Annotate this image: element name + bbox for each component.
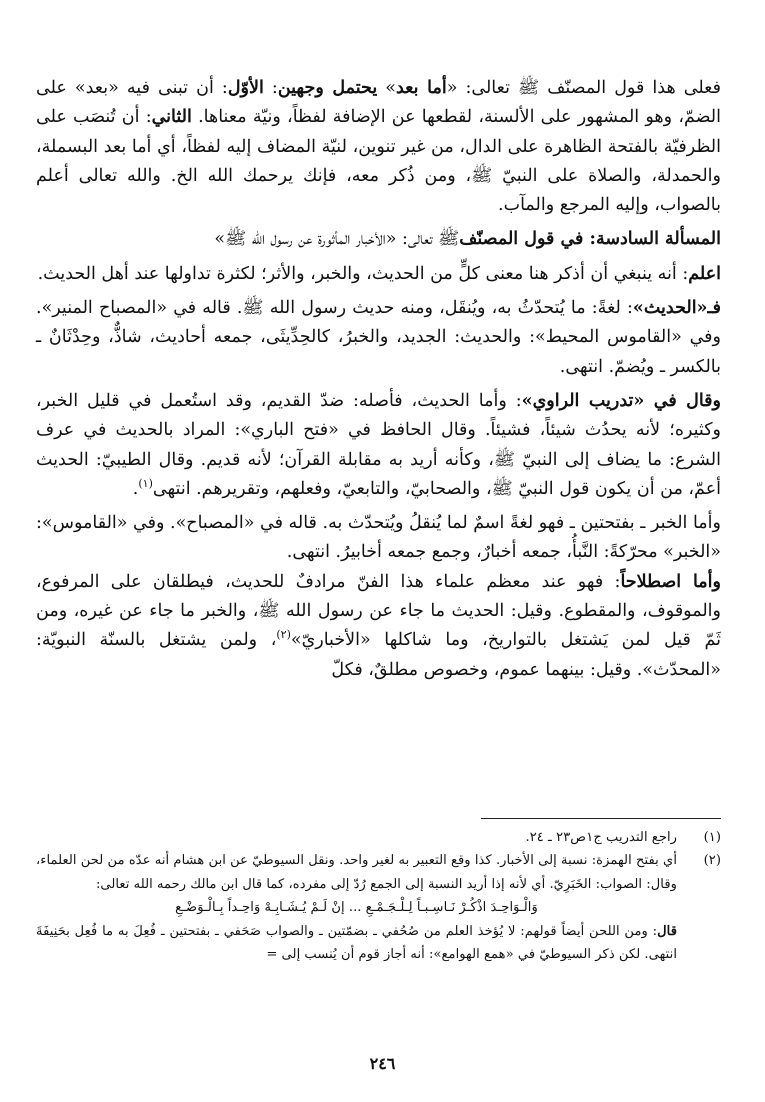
- footnote-number: (٢): [703, 853, 721, 869]
- footnote-ref-2: (٢): [276, 628, 291, 642]
- bold-term: وقال في «تدريب الراوي»: [521, 390, 721, 411]
- paragraph-3: اعلم: أنه ينبغي أن أذكر هنا معنى كلٍّ من الحديث، والخبر، والأثر؛ لكثرة تداولها عند أهل الحديث.: [37, 263, 721, 284]
- paragraph-7: وأما اصطلاحاً: فهو عند معظم علماء هذا الفنّ مرادفٌ للحديث، فيطلقان على المرفوع، والموقوف، والمقطوع. وقيل: الحديث ما جاء عن رسول الله ﷺ، والخبر ما جاء عن غيره، ومن ثَمّ قيل لمن يَشتغل بالتواريخ، وما شاكلها «الأخباريّ»$^{(٢)}$، ولمن يشتغل بالسنّة النبويّة: «المحدّث». وقيل: بينهما عموم، وخصوص مطلقٌ، فكلّ: [36, 571, 721, 680]
- footnote-text: أي بفتح الهمزة: نسبة إلى الأخبار. كذا وقع التعبير به لغير واحد. ونقل السيوطيّ عن ابن هشام أنه عدّه من لحن العلماء، وقال: الصواب: الخَبَرِيّ. أي لأنه إذا أريد النسبة إلى الجمع رُدّ إلى مفرده، كما قال ابن مالك رحمه الله تعالى:: [36, 853, 677, 892]
- poetry-verse: وَالْـوَاحِـدَ اذْكُـرْ نَـاسِـبـاً لِـلْـجَـمْـعِ ... إنْ لَـمْ يُـشَـابِـهْ وَاحِـداً بِـالْـوَضْـعِ: [175, 900, 538, 916]
- bold-term: اعلم: [688, 263, 721, 284]
- paragraph-2-heading: المسألة السادسة: في قول المصنّفﷺ تعالى: «الأخبار المأثورة عن رسول الله ﷺ»: [214, 229, 721, 250]
- paragraph-1: فعلى هذا قول المصنّف ﷺ تعالى: «أما بعد» يحتمل وجهين: الأوّل: أن تبنى فيه «بعد» على الضمّ، وهو المشهور على الألسنة، لقطعها عن الإضافة لفظاً، ونيّة معناها. الثاني: أن تُنصَب على الظرفيّة بالفتحة الظاهرة على الدال، من غير تنوين، لنيّة المضاف إليه لفظاً، أي أما بعد البسملة، والحمدلة، والصلاة على النبيّ ﷺ، ومن ذُكر معه، فإنك يرحمك الله الخ. والله تعالى أعلم بالصواب، وإليه المرجع والمآب.: [36, 78, 721, 216]
- bold-term: فـ«الحديث»: [632, 298, 721, 319]
- footnote-number: (١): [703, 830, 721, 845]
- footnote-ref-1: (١): [138, 477, 153, 491]
- footnote-1: [36, 826, 721, 849]
- page-number: ٢٤٦: [369, 1054, 396, 1073]
- paragraph-6: وأما الخبر ـ بفتحتين ـ فهو لغةً اسمٌ لما يُنقلُ ويُتحدّث به. قاله في «المصباح». وفي «القاموس»: «الخبر» محرّكةً: النَّبأُ، جمعه أخبارٌ، وجمع جمعه أخابيرُ. انتهى.: [36, 513, 721, 563]
- section-heading: المسألة السادسة: في قول المصنّف: [459, 229, 721, 250]
- main-text: [36, 74, 721, 690]
- footnote-text: راجع التدريب ج١ص٢٣ ـ ٢٤.: [525, 830, 677, 845]
- bold-term: يحتمل وجهين: [277, 78, 378, 98]
- footnote-text: : ومن اللحن أيضاً قولهم: لا يُؤخذ العلم من صُحُفي ـ بضمّتين ـ والصواب صَحَفي ـ بفتحتين ـ فُعِلَ به ما فُعِل بحَنِيفَةَ انتهى. لكن ذكر السيوطيّ في «همع الهوامع»: أنه أجاز قوم أن يُنسب إلى =: [36, 923, 677, 963]
- paragraph-4: فـ«الحديث»: لغةً: ما يُتحدّثُ به، ويُنقَل، ومنه حديث رسول الله ﷺ. قاله في «المصباح المنير». وفي «القاموس المحيط»: والحديث: الجديد، والخبرُ، كالحِدِّيثَى، جمعه أحاديث، شاذٌّ، وحِدْثَانٌ ـ بالكسر ـ ويُضمّ. انتهى.: [36, 298, 721, 377]
- bold-term: وأما اصطلاحاً: [620, 571, 721, 592]
- footnote-divider: [481, 818, 721, 819]
- bold-term: أما بعد: [396, 78, 447, 98]
- bold-term: الأوّل: [227, 78, 264, 98]
- footnote-2: [36, 849, 721, 966]
- paragraph-5: وقال في «تدريب الراوي»: وأما الحديث، فأصله: ضدّ القديم، وقد استُعمل في قليل الخبر، وكثيره؛ لأنه يحدُث شيئاً، فشيئاً. وقال الحافظ في «فتح الباري»: المراد بالحديث في عرف الشرع: ما يضاف إلى النبيّ ﷺ، وكأنه أريد به مقابلة القرآن؛ لأنه قديم. وقال الطيبيّ: الحديث أعمّ، من أن يكون قول النبيّ ﷺ، والصحابيّ، والتابعيّ، وفعلهم، وتقريرهم. انتهى$^{(١)}$.: [36, 390, 721, 499]
- bold-term: قال: [657, 923, 677, 939]
- bold-term: الثاني: [151, 107, 192, 128]
- footnotes: [36, 826, 721, 966]
